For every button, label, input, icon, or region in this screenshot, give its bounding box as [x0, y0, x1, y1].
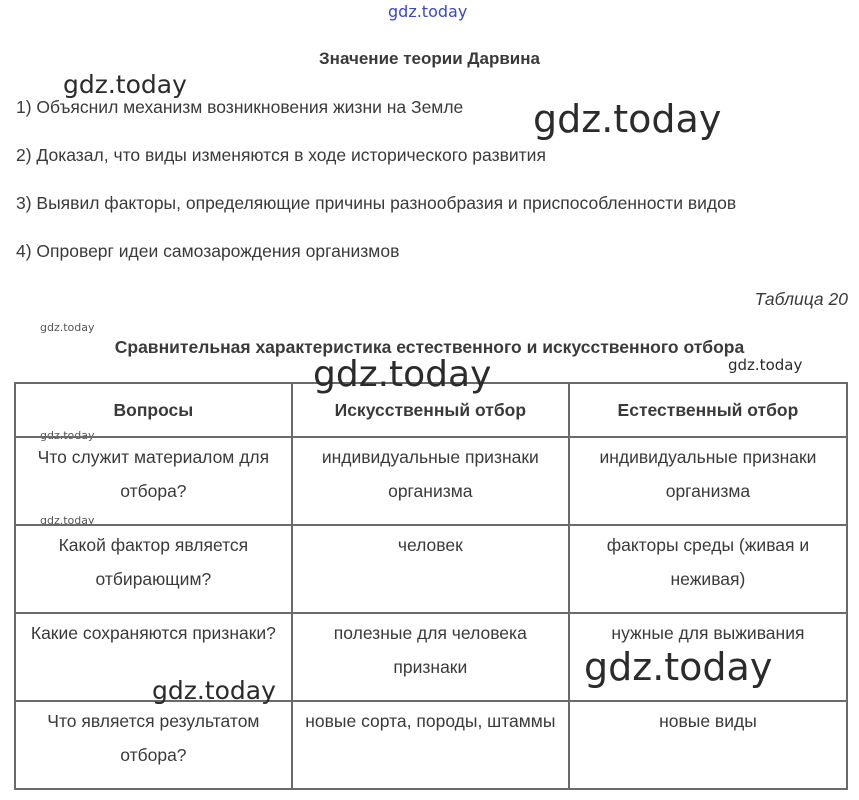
comparison-table [14, 382, 848, 790]
table-number-label: Таблица 20 [754, 289, 848, 309]
table-cell-question [15, 525, 292, 613]
table-cell-artificial [292, 437, 569, 525]
cell-text: индивидуальные признаки организма [599, 447, 817, 501]
table-cell-artificial [292, 525, 569, 613]
header-artificial-selection: Искусственный отбор [292, 383, 569, 437]
cell-text: новые сорта, породы, штаммы [305, 711, 556, 731]
darwin-item-4: 4) Опроверг идеи самозарождения организмов [16, 241, 400, 261]
cell-text: Что служит материалом для отбора? [37, 447, 270, 501]
darwin-item-3: 3) Выявил факторы, определяющие причины разнообразия и приспособленности видов [16, 193, 737, 213]
table-title: Сравнительная характеристика естественного и искусственного отбора [114, 337, 745, 357]
cell-text: индивидуальные признаки организма [321, 447, 539, 501]
darwin-item-1: 1) Объяснил механизм возникновения жизни на Земле [16, 97, 464, 117]
table-cell-artificial [292, 613, 569, 701]
darwin-theory-heading: Значение теории Дарвина [319, 49, 540, 68]
table-row [15, 701, 847, 789]
table-cell-natural [569, 437, 847, 525]
cell-text: нужные для выживания [611, 623, 805, 643]
watermark: gdz.today [63, 70, 187, 99]
watermark-top: gdz.today [388, 2, 468, 21]
watermark: gdz.today [40, 321, 95, 334]
watermark: gdz.today [584, 645, 773, 689]
table-cell-artificial [292, 701, 569, 789]
table-cell-question [15, 701, 292, 789]
cell-text: полезные для человека признаки [333, 623, 527, 677]
table-cell-question [15, 437, 292, 525]
cell-text: факторы среды (живая и неживая) [606, 535, 810, 589]
watermark: gdz.today [40, 514, 95, 527]
watermark: gdz.today [728, 356, 803, 374]
table-row [15, 525, 847, 613]
header-natural-selection: Естественный отбор [569, 383, 847, 437]
cell-text: Какие сохраняются признаки? [30, 623, 276, 643]
cell-text: человек [397, 535, 463, 555]
cell-text: Какой фактор является отбирающим? [58, 535, 249, 589]
cell-text: Что является результатом отбора? [47, 711, 260, 765]
table-row [15, 437, 847, 525]
table-cell-natural [569, 525, 847, 613]
table-cell-natural [569, 701, 847, 789]
darwin-item-2: 2) Доказал, что виды изменяются в ходе исторического развития [16, 145, 546, 165]
watermark: gdz.today [313, 354, 492, 395]
watermark: gdz.today [152, 676, 276, 705]
watermark: gdz.today [533, 97, 722, 141]
header-questions: Вопросы [15, 383, 292, 437]
watermark: gdz.today [40, 429, 95, 442]
cell-text: новые виды [659, 711, 757, 731]
